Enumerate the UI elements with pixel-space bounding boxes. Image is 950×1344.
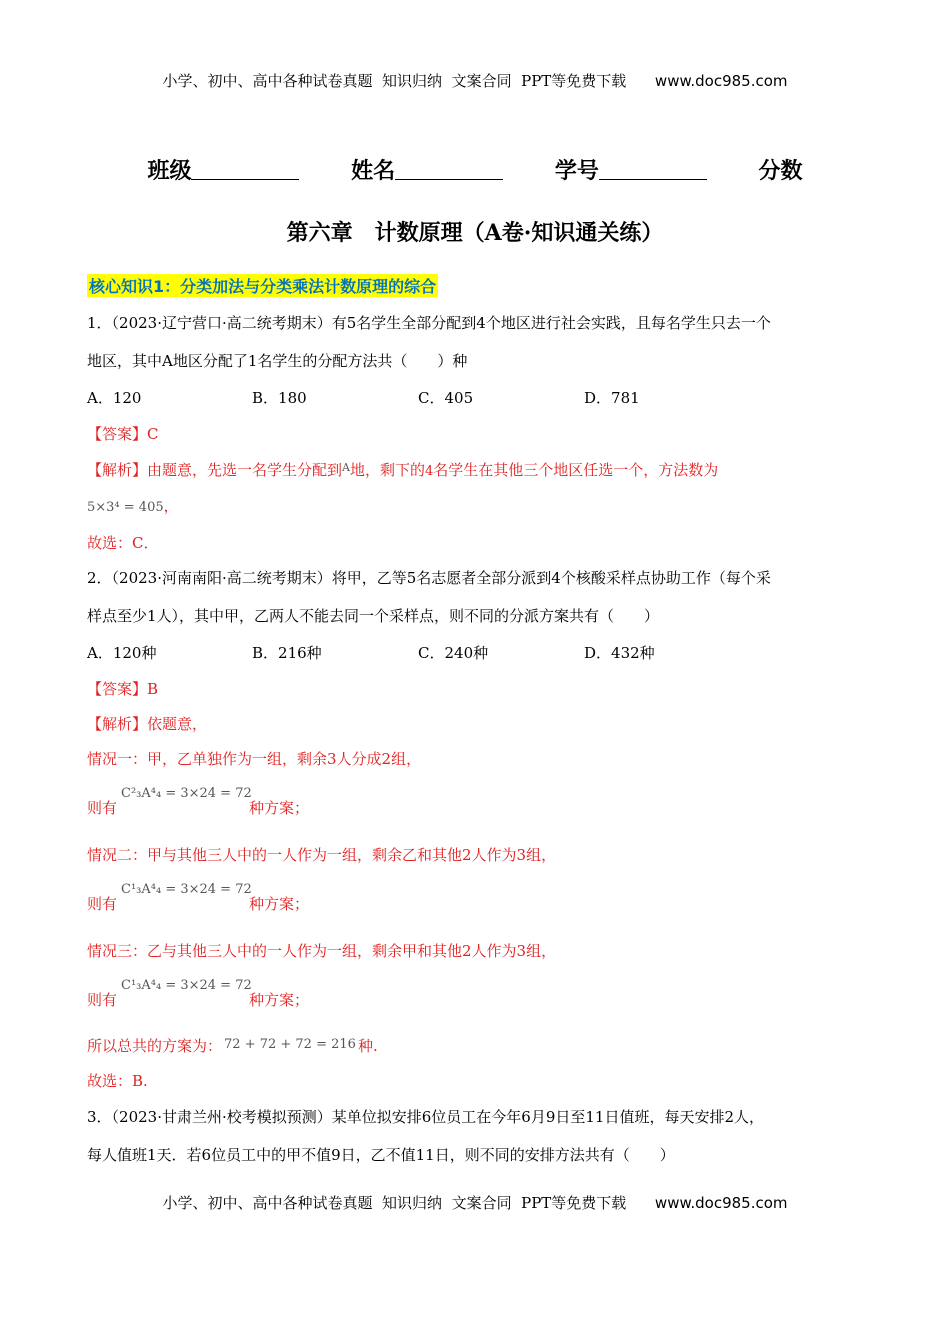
q1-analysis-a: 由题意，先选一名学生分配到 <box>147 461 343 479</box>
class-label: 班级 <box>147 158 192 184</box>
q2-case1-formula <box>121 782 252 801</box>
q2-case1-then: 则有 <box>87 799 118 817</box>
name-label: 姓名 <box>351 158 396 184</box>
q1-stem-line1: 1．（2023·辽宁营口·高二统考期末）有5名学生全部分配到4个地区进行社会实践，且每名学生只去一个 <box>87 314 771 332</box>
header-site: www.doc985.com <box>654 72 788 90</box>
q1-choose: 故选：C． <box>87 534 159 552</box>
q2-analysis-text: 依题意， <box>147 715 208 733</box>
student-info-fields <box>0 154 950 185</box>
header-text: 小学、初中、高中各种试卷真题 知识归纳 文案合同 PPT等免费下载 <box>162 72 627 90</box>
score-label: 分数 <box>758 158 803 184</box>
q1-analysis-sym: A <box>342 461 350 474</box>
q2-analysis <box>87 713 207 734</box>
q1-analysis <box>87 459 718 480</box>
q1-option-d: D．781 <box>584 389 640 407</box>
q2-case2-formula <box>121 878 252 897</box>
q2-total-tail: 种. <box>357 1037 378 1055</box>
footer-site: www.doc985.com <box>654 1194 788 1212</box>
class-blank[interactable] <box>191 159 299 180</box>
q2-case1-plans: 种方案； <box>249 799 310 817</box>
q2-option-b: B．216种 <box>252 644 322 662</box>
q2-choose: 故选：B. <box>87 1072 148 1090</box>
q2-case3-formula-text: C¹₃A⁴₄ = 3×24 = 72 <box>121 978 252 993</box>
q2-option-a: A．120种 <box>87 644 157 662</box>
q2-case1: 情况一：甲，乙单独作为一组，剩余3人分成2组， <box>87 750 422 768</box>
q2-case3: 情况三：乙与其他三人中的一人作为一组，剩余甲和其他2人作为3组， <box>87 942 557 960</box>
q1-option-b: B．180 <box>252 389 307 407</box>
id-label: 学号 <box>554 158 599 184</box>
q2-option-c: C．240种 <box>418 644 489 662</box>
q2-case1-formula-text: C²₃A⁴₄ = 3×24 = 72 <box>121 786 252 801</box>
q2-answer: 【答案】B <box>87 680 159 698</box>
q1-option-c: C．405 <box>418 389 474 407</box>
q1-option-a: A．120 <box>87 389 142 407</box>
q2-case2: 情况二：甲与其他三人中的一人作为一组，剩余乙和其他2人作为3组， <box>87 846 557 864</box>
q1-analysis-label: 【解析】 <box>87 461 148 479</box>
q2-analysis-label: 【解析】 <box>87 715 148 733</box>
section-heading: 核心知识1：分类加法与分类乘法计数原理的综合 <box>87 274 438 297</box>
page-footer <box>0 1192 950 1213</box>
q2-option-d: D．432种 <box>584 644 655 662</box>
q1-stem-line2: 地区，其中A地区分配了1名学生的分配方法共（ ）种 <box>87 352 468 370</box>
q1-answer: 【答案】C <box>87 425 159 443</box>
q2-total-formula: 72 + 72 + 72 = 216 <box>224 1037 356 1052</box>
q2-total-label: 所以总共的方案为： <box>87 1037 223 1055</box>
q3-stem-line2: 每人值班1天．若6位员工中的甲不值9日，乙不值11日，则不同的安排方法共有（ ） <box>87 1146 675 1164</box>
q1-analysis-num: 4 <box>425 464 434 479</box>
q1-analysis-c: 名学生在其他三个地区任选一个，方法数为 <box>433 461 719 479</box>
q2-case3-then: 则有 <box>87 991 118 1009</box>
page-title: 第六章 计数原理（A卷·知识通关练） <box>286 220 664 246</box>
q2-case2-then: 则有 <box>87 895 118 913</box>
q2-stem-line1: 2．（2023·河南南阳·高二统考期末）将甲，乙等5名志愿者全部分派到4个核酸采样点协助工作（每个采 <box>87 569 771 587</box>
name-blank[interactable] <box>395 159 503 180</box>
q2-stem-line2: 样点至少1人），其中甲，乙两人不能去同一个采样点，则不同的分派方案共有（ ） <box>87 607 660 625</box>
q2-case3-formula <box>121 974 252 993</box>
q2-case2-plans: 种方案； <box>249 895 310 913</box>
footer-text: 小学、初中、高中各种试卷真题 知识归纳 文案合同 PPT等免费下载 <box>162 1194 627 1212</box>
page-header <box>0 70 950 91</box>
q2-case3-plans: 种方案； <box>249 991 310 1009</box>
q1-formula: 5×3⁴ = 405 <box>87 500 164 515</box>
q1-formula-tail: ， <box>163 497 179 515</box>
q3-stem-line1: 3．（2023·甘肃兰州·校考模拟预测）某单位拟安排6位员工在今年6月9日至11日值班，每天安排2人， <box>87 1108 765 1126</box>
id-blank[interactable] <box>599 159 707 180</box>
q2-total <box>87 1035 378 1056</box>
q2-case2-formula-text: C¹₃A⁴₄ = 3×24 = 72 <box>121 882 252 897</box>
q1-analysis-b: 地，剩下的 <box>349 461 425 479</box>
q1-formula-line <box>87 495 179 516</box>
